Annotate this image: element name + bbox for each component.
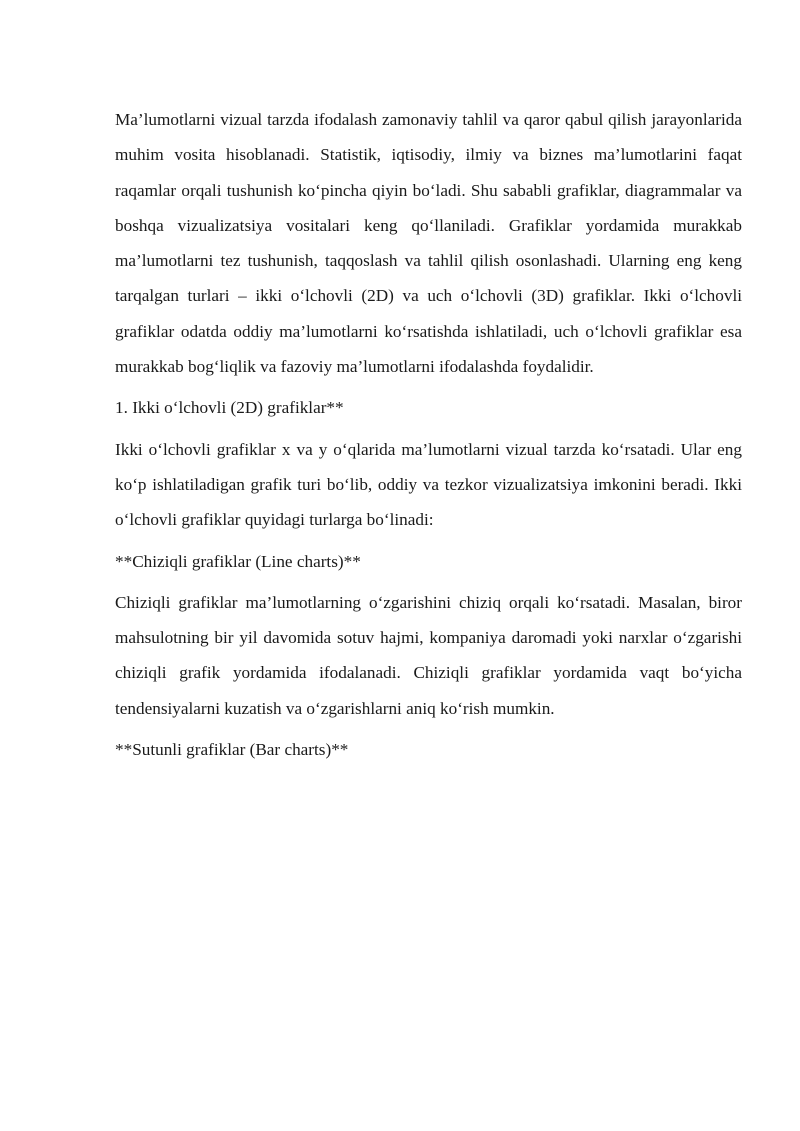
paragraph-2d-description: Ikki o‘lchovli grafiklar x va y o‘qlarida ma’lumotlarni vizual tarzda ko‘rsatadi. Ular eng ko‘p ishlatiladigan grafik turi bo‘lib, oddiy va tezkor vizualizatsiya imkonini beradi. Ikki o‘lchovli grafiklar quyidagi turlarga bo‘linadi: [115, 439, 742, 530]
subheading-line-charts: **Chiziqli grafiklar (Line charts)** [115, 551, 361, 571]
paragraph-line-charts: Chiziqli grafiklar ma’lumotlarning o‘zgarishini chiziq orqali ko‘rsatadi. Masalan, biror mahsulotning bir yil davomida sotuv hajmi, kompaniya daromadi yoki narxlar o‘zgarishi chiziqli grafik yordamida ifodalanadi. Chiziqli grafiklar yordamida vaqt bo‘yicha tendensiyalarni kuzatish va o‘zgarishlarni aniq ko‘rish mumkin. [115, 592, 742, 718]
section-heading-2d: 1. Ikki o‘lchovli (2D) grafiklar** [115, 398, 344, 418]
document-body [115, 102, 742, 773]
intro-paragraph: Ma’lumotlarni vizual tarzda ifodalash zamonaviy tahlil va qaror qabul qilish jarayonlarida muhim vosita hisoblanadi. Statistik, iqtisodiy, ilmiy va biznes ma’lumotlarini faqat raqamlar orqali tushunish ko‘pincha qiyin bo‘ladi. Shu sababli grafiklar, diagrammalar va boshqa vizualizatsiya vositalari keng qo‘llaniladi. Grafiklar yordamida murakkab ma’lumotlarni tez tushunish, taqqoslash va tahlil qilish osonlashadi. Ularning eng keng tarqalgan turlari – ikki o‘lchovli (2D) va uch o‘lchovli (3D) grafiklar. Ikki o‘lchovli grafiklar odatda oddiy ma’lumotlarni ko‘rsatishda ishlatiladi, uch o‘lchovli grafiklar esa murakkab bog‘liqlik va fazoviy ma’lumotlarni ifodalashda foydalidir. [115, 110, 742, 377]
subheading-bar-charts: **Sutunli grafiklar (Bar charts)** [115, 740, 349, 760]
